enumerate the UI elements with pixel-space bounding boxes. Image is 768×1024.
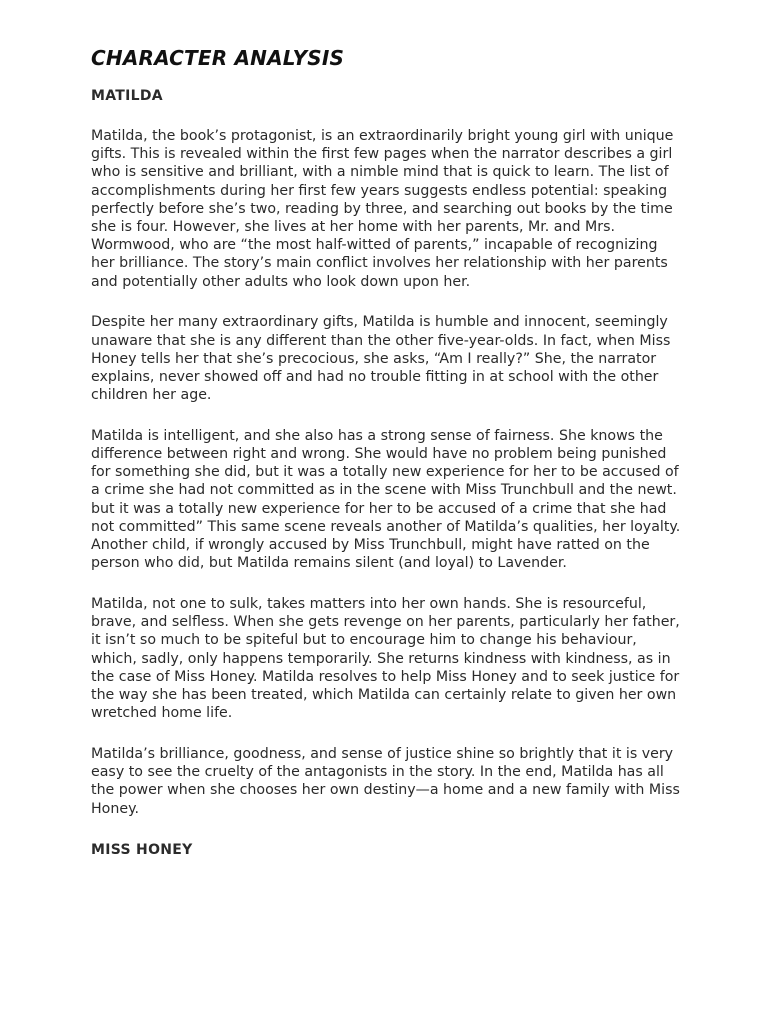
document-page bbox=[91, 44, 681, 860]
document-title: CHARACTER ANALYSIS bbox=[91, 46, 345, 70]
paragraph-2: Despite her many extraordinary gifts, Matilda is humble and innocent, seemingly unaware that she is any different than the other five-year-olds. In fact, when Miss Honey tells her that she’s precocious, she asks, “Am I really?” She, the narrator explains, never showed off and had no trouble fitting in at school with the other children her age. bbox=[91, 314, 671, 404]
paragraph-4: Matilda, not one to sulk, takes matters into her own hands. She is resourceful, brave, and selfless. When she gets revenge on her parents, particularly her father, it isn’t so much to be spiteful but to encourage him to change his behaviour, which, sadly, only happens temporarily. She returns kindness with kindness, as in the case of Miss Honey. Matilda resolves to help Miss Honey and to seek justice for the way she has been treated, which Matilda can certainly relate to given her own wretched home life. bbox=[91, 595, 680, 722]
section-heading-matilda: MATILDA bbox=[91, 88, 163, 104]
paragraph-5: Matilda’s brilliance, goodness, and sense of justice shine so brightly that it is very easy to see the cruelty of the antagonists in the story. In the end, Matilda has all the power when she chooses her own destiny—a home and a new family with Miss Honey. bbox=[91, 745, 680, 817]
section-heading-miss-honey: MISS HONEY bbox=[91, 842, 193, 859]
paragraph-3: Matilda is intelligent, and she also has a strong sense of fairness. She knows the difference between right and wrong. She would have no problem being punished for something she did, but it was a totally new experience for her to be accused of a crime she had not committed as in the scene with Miss Trunchbull and the newt. but it was a totally new experience for her to be accused of a crime that she had not committed” This same scene reveals another of Matilda’s qualities, her loyalty. Another child, if wrongly accused by Miss Trunchbull, might have ratted on the person who did, but Matilda remains silent (and loyal) to Lavender. bbox=[91, 427, 681, 572]
paragraph-1: Matilda, the book’s protagonist, is an extraordinarily bright young girl with unique gifts. This is revealed within the first few pages when the narrator describes a girl who is sensitive and brilliant, with a nimble mind that is quick to learn. The list of accomplishments during her first few years suggests endless potential: speaking perfectly before she’s two, reading by three, and searching out books by the time she is four. However, she lives at her home with her parents, Mr. and Mrs. Wormwood, who are “the most half-witted of parents,” incapable of recognizing her brilliance. The story’s main conflict involves her relationship with her parents and potentially other adults who look down upon her. bbox=[91, 128, 674, 290]
